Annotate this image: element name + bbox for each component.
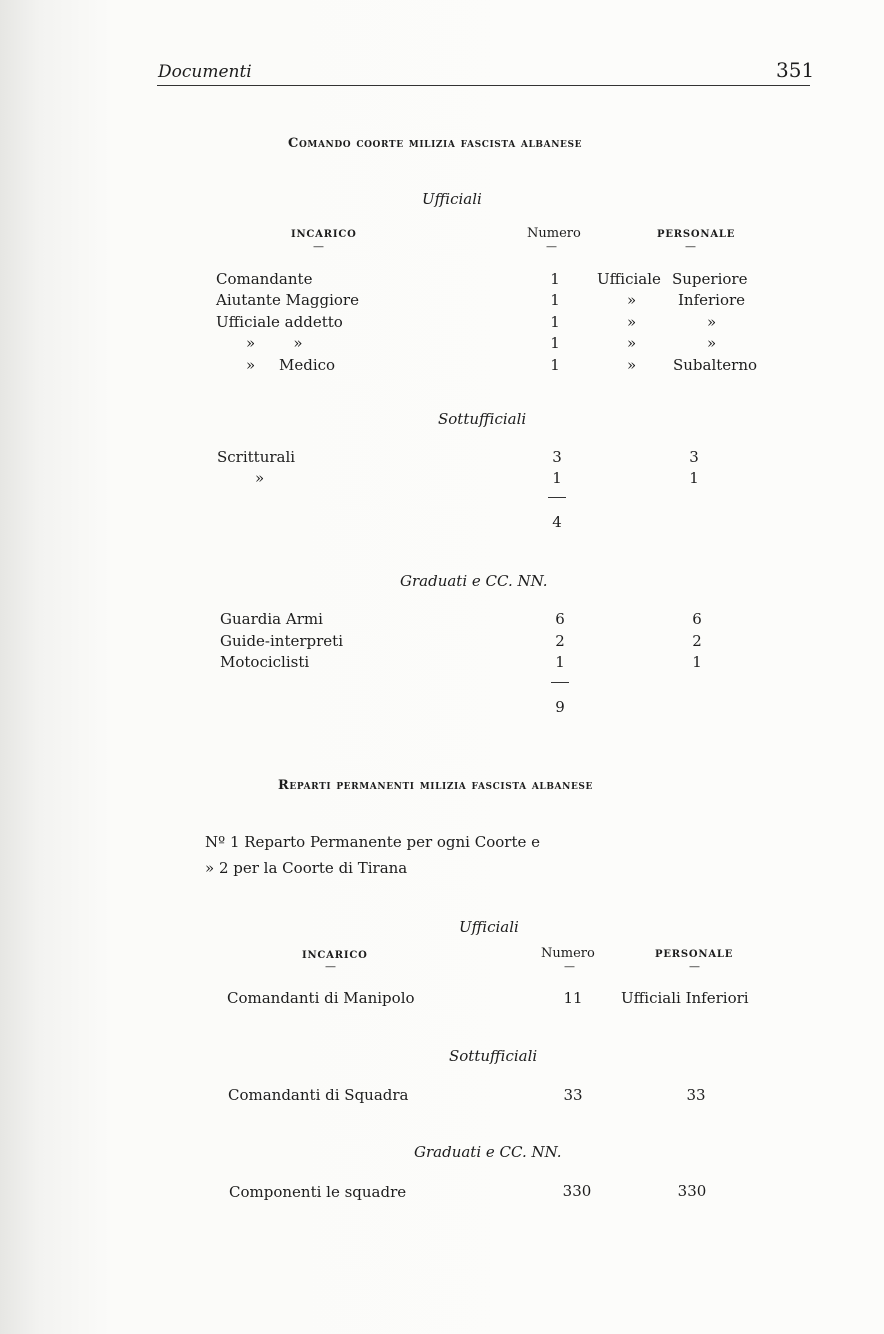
table-row-label: Scritturali xyxy=(217,448,296,466)
subheading-graduati: Graduati e CC. NN. xyxy=(400,572,548,590)
column-dash: — xyxy=(325,960,336,973)
header-rule xyxy=(157,85,810,86)
column-dash: — xyxy=(685,240,696,253)
table-row-number: 330 xyxy=(562,1182,592,1200)
subheading-graduati: Graduati e CC. NN. xyxy=(414,1143,562,1161)
table-row-personnel: 2 xyxy=(692,632,702,650)
table-row-number: 1 xyxy=(550,334,560,352)
table-row-personnel: » xyxy=(627,334,637,352)
table-row-label: Comandanti di Manipolo xyxy=(227,989,415,1007)
sum-rule xyxy=(548,497,566,498)
table-row-number: 3 xyxy=(552,448,562,466)
table-row-personnel: Ufficiale xyxy=(597,270,661,288)
section-title: Reparti permanenti milizia fascista albanese xyxy=(278,778,593,793)
column-dash: — xyxy=(313,240,324,253)
subheading-sottufficiali: Sottufficiali xyxy=(438,410,527,428)
table-row-personnel: » xyxy=(707,334,717,352)
column-dash: — xyxy=(546,240,557,253)
table-row-number: 1 xyxy=(552,469,562,487)
table-row-personnel: » xyxy=(627,356,637,374)
column-header-numero: Numero xyxy=(527,226,581,241)
table-row-label: » xyxy=(255,469,265,487)
column-header-incarico: INCARICO xyxy=(291,229,357,240)
table-row-personnel: Superiore xyxy=(672,270,748,288)
table-row-number: 1 xyxy=(550,356,560,374)
table-row-number: 1 xyxy=(550,291,560,309)
column-header-incarico: INCARICO xyxy=(302,950,368,961)
table-row-label: Ufficiale addetto xyxy=(216,313,343,331)
table-row-label: Guide-interpreti xyxy=(220,632,343,650)
column-dash: — xyxy=(564,960,575,973)
table-row-label: Componenti le squadre xyxy=(229,1183,407,1201)
table-row-personnel: Inferiore xyxy=(678,291,746,309)
table-row-number: 1 xyxy=(550,270,560,288)
table-row-label: » » xyxy=(246,334,303,352)
table-row-number: 6 xyxy=(555,610,565,628)
table-row-personnel: Subalterno xyxy=(673,356,758,374)
table-row-personnel: 6 xyxy=(692,610,702,628)
table-row-personnel: 33 xyxy=(686,1086,706,1104)
table-total: 9 xyxy=(555,698,565,716)
intro-line: » 2 per la Coorte di Tirana xyxy=(205,859,408,877)
subheading-ufficiali: Ufficiali xyxy=(422,190,482,208)
table-row-number: 11 xyxy=(563,989,583,1007)
table-row-personnel: 1 xyxy=(692,653,702,671)
table-row-personnel: » xyxy=(707,313,717,331)
table-row-label: » Medico xyxy=(246,356,336,374)
table-row-personnel: 3 xyxy=(689,448,699,466)
table-row-personnel: » xyxy=(627,313,637,331)
table-row-personnel: Ufficiali Inferiori xyxy=(621,989,749,1007)
table-row-personnel: 330 xyxy=(677,1182,707,1200)
intro-line: Nº 1 Reparto Permanente per ogni Coorte e xyxy=(205,833,541,851)
sum-rule xyxy=(551,682,569,683)
column-header-numero: Numero xyxy=(541,946,595,961)
table-row-number: 33 xyxy=(563,1086,583,1104)
table-row-personnel: » xyxy=(627,291,637,309)
table-row-label: Comandante xyxy=(216,270,313,288)
subheading-ufficiali: Ufficiali xyxy=(459,918,519,936)
column-header-personale: PERSONALE xyxy=(657,229,736,240)
table-total: 4 xyxy=(552,513,562,531)
column-header-personale: PERSONALE xyxy=(655,949,734,960)
table-row-label: Aiutante Maggiore xyxy=(216,291,359,309)
table-row-number: 2 xyxy=(555,632,565,650)
column-dash: — xyxy=(689,960,700,973)
table-row-number: 1 xyxy=(555,653,565,671)
table-row-label: Motociclisti xyxy=(220,653,310,671)
table-row-personnel: 1 xyxy=(689,469,699,487)
table-row-number: 1 xyxy=(550,313,560,331)
running-header: Documenti xyxy=(158,62,252,82)
page-number: 351 xyxy=(776,58,815,82)
subheading-sottufficiali: Sottufficiali xyxy=(449,1047,538,1065)
section-title: Comando coorte milizia fascista albanese xyxy=(288,136,583,151)
table-row-label: Comandanti di Squadra xyxy=(228,1086,409,1104)
table-row-label: Guardia Armi xyxy=(220,610,323,628)
